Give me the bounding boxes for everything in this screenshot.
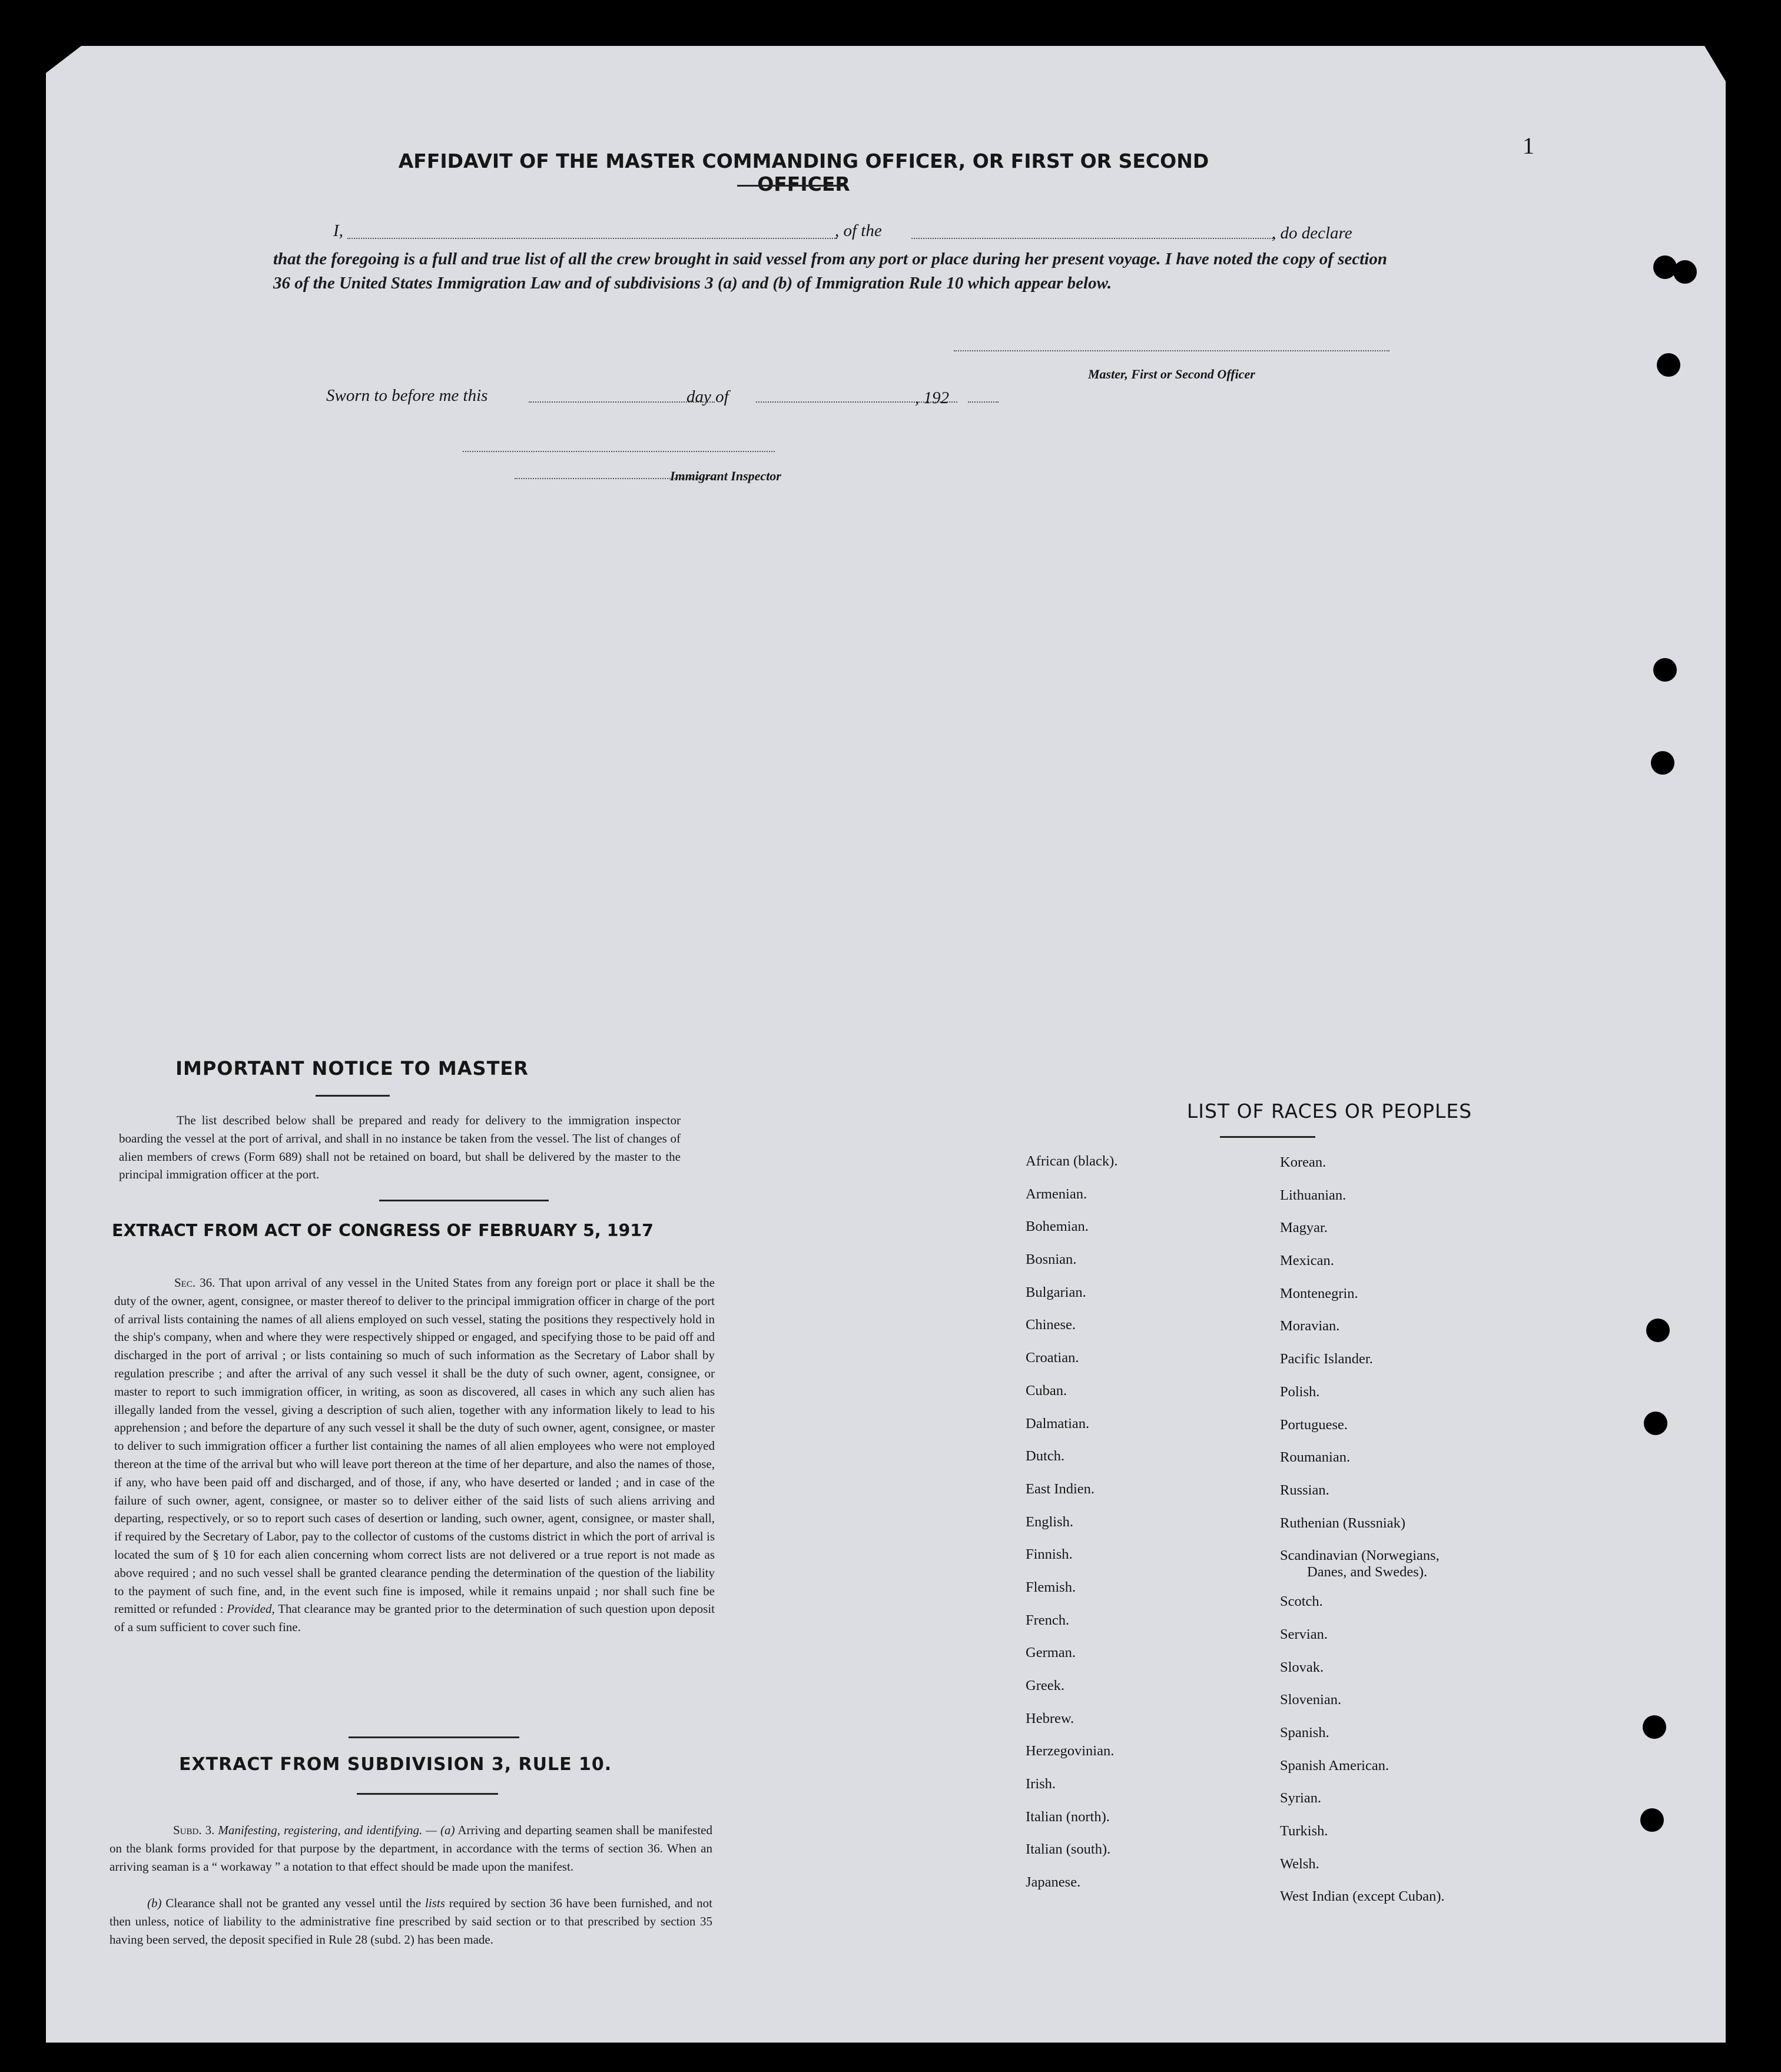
- race-item: Slovenian.: [1280, 1692, 1342, 1708]
- act-section-text: That upon arrival of any vessel in the United States from any foreign port or place it shall be the duty of the owner, agent, consignee, or master thereof to deliver to the principal immigration officer in charge of the port of arrival lists containing the names of all aliens employed on such vessel, stating the positions they respectively hold in the ship's company, when and where they were respectively shipped or engaged, and specifying those to be paid off and discharged in the port of arrival ; or lists containing so much of such information as the Secretary of Labor shall by regulation prescribe ; and after the arrival of any such vessel it shall be the duty of such owner, agent, consignee, or master to report to such immigration officer, in writing, as soon as discovered, all cases in which any such alien has illegally landed from the vessel, giving a description of such alien, together with any information likely to lead to his apprehension ; and before the departure of any such vessel it shall be the duty of such owner, agent, consignee, or master to deliver to such immigration officer a further list containing the names of all alien employees who were not employed thereon at the time of the arrival but who will leave port thereon at the time of her departure, and also the names of those, if any, who have been paid off and discharged, and of those, if any, who have deserted or landed ; and in case of the failure of such owner, agent, consignee, or master so to deliver either of the said lists of such aliens arriving and departing, respectively, or so to report such cases of desertion or landing, such owner, agent, consignee, or master shall, if required by the Secretary of Labor, pay to the collector of customs of the customs district in which the port of arrival is located the sum of § 10 for each alien concerning whom correct lists are not delivered or a true report is not made as above required ; and no such vessel shall be granted clearance pending the determination of the question of the liability to the payment of such fine, and, in the event such fine is imposed, while it remains unpaid ; nor shall such fine be remitted or refunded :: [114, 1276, 715, 1616]
- race-item: Greek.: [1026, 1678, 1064, 1694]
- act-proviso-word: Provided,: [227, 1602, 275, 1616]
- race-item: Chinese.: [1026, 1317, 1076, 1333]
- race-item: Irish.: [1026, 1776, 1056, 1792]
- rule-para-a-text: Arriving and departing seamen shall be manifested on the blank forms provided for that purpose by the department, in accordance with the terms of section 36. When an arriving seaman is a “ workaway ” a notation to that effect should be made upon the manifest.: [110, 1823, 712, 1874]
- sworn-year: , 192: [915, 388, 949, 407]
- races-list-left: [1026, 1153, 1117, 1907]
- sworn-day-of: day of: [686, 387, 729, 406]
- notice-title: IMPORTANT NOTICE TO MASTER: [175, 1057, 529, 1080]
- punch-hole-icon: [1653, 658, 1677, 682]
- race-item: Scotch.: [1280, 1593, 1323, 1610]
- punch-hole-icon: [1646, 1319, 1670, 1342]
- race-item: Danes, and Swedes).: [1307, 1564, 1428, 1580]
- declarant-name-field[interactable]: [347, 238, 837, 239]
- rule-para-b-label: (b): [147, 1896, 162, 1910]
- punch-hole-icon: [1644, 1412, 1667, 1435]
- race-item: Moravian.: [1280, 1318, 1340, 1334]
- race-item: East Indien.: [1026, 1480, 1095, 1497]
- act-title: EXTRACT FROM ACT OF CONGRESS OF FEBRUARY 5, 1917: [112, 1221, 654, 1240]
- rule-subd-heading: Manifesting, registering, and identifying. — (a): [218, 1823, 455, 1837]
- race-item: Bosnian.: [1026, 1251, 1077, 1268]
- signature-field[interactable]: [954, 350, 1389, 351]
- bleed-through-text: [1282, 152, 1294, 184]
- affidavit-body: that the foregoing is a full and true list of all the crew brought in said vessel from any port or place during her present voyage. I have noted the copy of section 36 of the United States Immigration Law and of subdivisions 3 (a) and (b) of Immigration Rule 10 which appear below.: [273, 250, 1387, 293]
- race-item: Japanese.: [1026, 1874, 1081, 1891]
- punch-hole-icon: [1643, 1715, 1666, 1739]
- race-item: Spanish.: [1280, 1725, 1329, 1741]
- act-proviso-text: That clearance may be granted prior to the determination of such question upon deposit of a sum sufficient to cover such fine.: [114, 1602, 715, 1635]
- rule-subd-label: Subd. 3.: [173, 1823, 215, 1837]
- race-item: Welsh.: [1280, 1855, 1319, 1872]
- declaration-of-the: , of the: [835, 221, 882, 240]
- races-title: LIST OF RACES OR PEOPLES: [1186, 1100, 1472, 1123]
- race-item: Magyar.: [1280, 1220, 1328, 1236]
- race-item: Croatian.: [1026, 1350, 1079, 1366]
- race-item: English.: [1026, 1513, 1073, 1530]
- document-page: [46, 46, 1726, 2043]
- race-item: Finnish.: [1026, 1546, 1073, 1563]
- notice-body: The list described below shall be prepared and ready for delivery to the immigration inspector boarding the vessel at the port of arrival, and shall in no instance be taken from the vessel. The list of changes of alien members of crews (Form 689) shall not be retained on board, but shall be delivered by the master to the principal immigration officer at the port.: [119, 1113, 681, 1182]
- act-section-label: Sec. 36.: [174, 1276, 215, 1290]
- race-item: Korean.: [1280, 1154, 1326, 1170]
- race-item: Syrian.: [1280, 1790, 1322, 1807]
- punch-hole-icon: [1657, 353, 1680, 377]
- race-item: Portuguese.: [1280, 1416, 1348, 1433]
- rule-para-b-lists: lists: [425, 1896, 445, 1910]
- race-item: Ruthenian (Russniak): [1280, 1515, 1405, 1531]
- punch-hole-icon: [1640, 1808, 1664, 1832]
- race-item: Cuban.: [1026, 1382, 1067, 1399]
- vessel-name-field[interactable]: [911, 238, 1275, 239]
- race-item: Dalmatian.: [1026, 1415, 1090, 1432]
- race-item: Bulgarian.: [1026, 1284, 1086, 1300]
- race-item: Pacific Islander.: [1280, 1351, 1373, 1367]
- race-item: Scandinavian (Norwegians,: [1280, 1548, 1440, 1564]
- rule-title: EXTRACT FROM SUBDIVISION 3, RULE 10.: [179, 1754, 612, 1775]
- races-list-right: [1280, 1154, 1445, 1921]
- race-item: Polish.: [1280, 1383, 1320, 1400]
- race-item: French.: [1026, 1612, 1070, 1628]
- signature-label: Master, First or Second Officer: [1088, 367, 1255, 381]
- rule-para-b-post: required by section 36 have been furnished, and not then unless, notice of liability to the administrative fine prescribed by said section or to that prescribed by section 35 having been served, the deposit specified in Rule 28 (subd. 2) has been made.: [110, 1896, 713, 1947]
- affidavit-title: AFFIDAVIT OF THE MASTER COMMANDING OFFICER, OR FIRST OR SECOND OFFICER: [398, 150, 1209, 195]
- page-number-mark: 1: [1523, 132, 1534, 159]
- punch-hole-icon: [1673, 260, 1697, 284]
- act-end-rule: [349, 1736, 519, 1738]
- notice-title-rule: [316, 1095, 390, 1097]
- race-item: Italian (north).: [1026, 1808, 1110, 1825]
- rule-title-rule: [357, 1793, 498, 1795]
- inspector-signature-field[interactable]: [463, 451, 775, 452]
- race-item: Italian (south).: [1026, 1841, 1111, 1858]
- race-item: Roumanian.: [1280, 1449, 1351, 1466]
- race-item: African (black).: [1026, 1153, 1118, 1169]
- race-item: Servian.: [1280, 1626, 1328, 1642]
- inspector-label: Immigrant Inspector: [670, 469, 781, 483]
- race-item: Turkish.: [1280, 1823, 1328, 1839]
- race-item: West Indian (except Cuban).: [1280, 1888, 1445, 1905]
- race-item: Montenegrin.: [1280, 1285, 1358, 1301]
- race-item: Armenian.: [1026, 1186, 1087, 1202]
- declaration-do-declare: , do declare: [1272, 224, 1352, 243]
- race-item: Russian.: [1280, 1482, 1329, 1498]
- punch-hole-icon: [1651, 751, 1674, 775]
- race-item: Lithuanian.: [1280, 1187, 1346, 1203]
- race-item: Spanish American.: [1280, 1757, 1389, 1774]
- race-item: Hebrew.: [1026, 1710, 1074, 1726]
- race-item: Slovak.: [1280, 1659, 1324, 1675]
- sworn-year-field[interactable]: [968, 401, 999, 403]
- sworn-prefix: Sworn to before me this: [326, 386, 488, 405]
- races-title-rule: [1220, 1136, 1315, 1138]
- race-item: Dutch.: [1026, 1448, 1064, 1465]
- race-item: Herzegovinian.: [1026, 1743, 1115, 1759]
- affidavit-title-rule: [737, 185, 843, 187]
- race-item: Mexican.: [1280, 1253, 1334, 1269]
- rule-para-a: [110, 1821, 712, 1875]
- declaration-i: I,: [333, 221, 343, 240]
- act-body: [114, 1274, 715, 1636]
- race-item: Flemish.: [1026, 1579, 1076, 1595]
- rule-para-b-pre: Clearance shall not be granted any vessel until the: [165, 1896, 422, 1910]
- race-item: Bohemian.: [1026, 1218, 1089, 1235]
- notice-end-rule: [379, 1200, 549, 1201]
- rule-para-b: [110, 1894, 712, 1948]
- race-item: German.: [1026, 1645, 1076, 1661]
